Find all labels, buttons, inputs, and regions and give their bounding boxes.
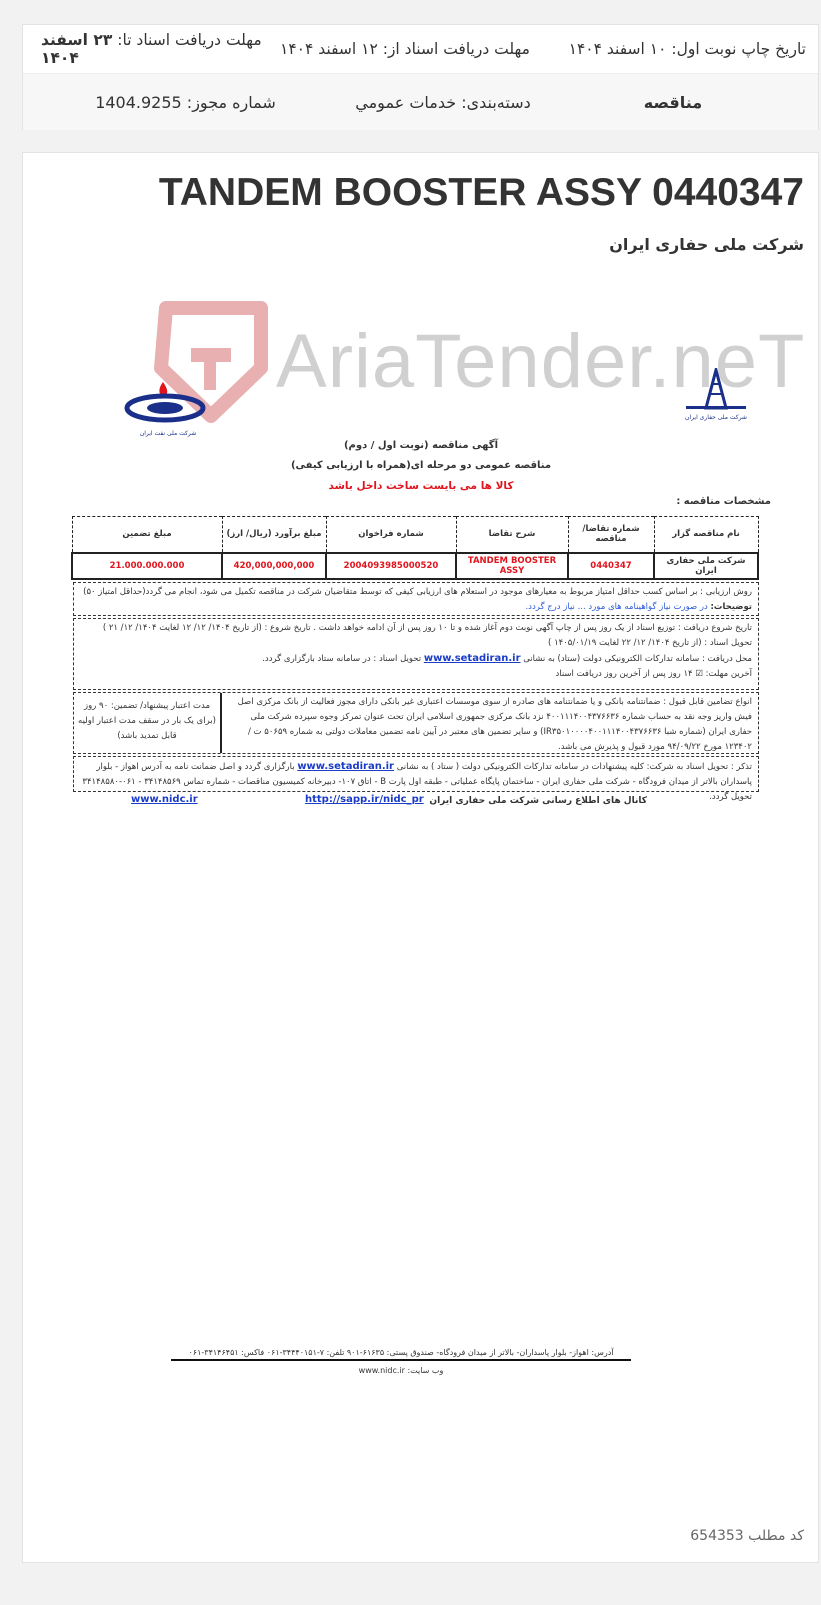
scanned-tender-document: [71, 288, 806, 1388]
receive-location-b: تحویل اسناد : در سامانه ستاد بارگزاری گردد.: [262, 654, 422, 664]
doc-heading-3: کالا ها می بایست ساخت داخل باشد: [328, 480, 514, 492]
table-header-row: [72, 517, 758, 553]
guarantee-box: [73, 692, 759, 754]
tender-main-card: [22, 152, 819, 1563]
header-description: شرح تقاضا: [456, 517, 568, 553]
cell-description: TANDEM BOOSTER ASSY: [456, 553, 568, 579]
tender-specs-table: [71, 516, 759, 580]
receive-start: تاریخ شروع دریافت : توزیع اسناد از یک روز پس از چاپ آگهی نوبت دوم آغاز شده و تا ۱۰ روز پس از آن ادامه خواهد داشت . تاریخ شروع : (از تاریخ ۱۴۰۴/ ۱۲/ ۱۲ لغایت ۱۴۰۴/ ۱۲/ ۲۱ ): [102, 623, 752, 633]
reference-code: کد مطلب 654353: [690, 1528, 804, 1544]
doc-footer-address: آدرس: اهواز- بلوار پاسداران- بالاتر از میدان فرودگاه- صندوق پستی: ۶۱۶۳۵-۹۰۱ تلفن: ۷-۳۴۴۴۰۱۵۱-۰۶۱ فاکس: ۳۴۱۴۶۴۵۱-۰۶۱: [171, 1348, 631, 1361]
header-organizer: نام مناقصه گزار: [654, 517, 758, 553]
tender-type: مناقصه: [643, 92, 703, 112]
sapp-link[interactable]: http://sapp.ir/nidc_pr: [305, 794, 424, 805]
header-guarantee: مبلغ تضمین: [72, 517, 222, 553]
specs-title: مشخصات مناقصه :: [676, 496, 771, 507]
document-headings: [71, 436, 771, 496]
info-meta-row: [23, 74, 818, 130]
nidc-logo: [671, 368, 761, 428]
evaluation-method: روش ارزیابی : بر اساس کسب حداقل امتیاز مربوط به معیارهای موجود در استعلام های ارزیابی کیفی که توسط متقاضیان شرکت در مناقصه تکمیل می شود، انجام می گردد(حداقل امتیاز ۵۰): [83, 587, 752, 597]
watermark-text: AriaTender.neT: [276, 319, 806, 404]
receive-from: مهلت دریافت اسناد از: ۱۲ اسفند ۱۴۰۴: [280, 40, 530, 58]
info-channels: [71, 794, 771, 812]
table-row: [72, 553, 758, 579]
notes-label: توضیحات:: [710, 602, 752, 612]
cell-guarantee: 21.000.000.000: [72, 553, 222, 579]
info-dates-row: [23, 25, 818, 74]
nioc-logo-caption: شرکت ملی نفت ایران: [139, 430, 197, 437]
nidc-link[interactable]: www.nidc.ir: [131, 794, 198, 805]
cell-request-number: 0440347: [568, 553, 654, 579]
tender-category: دسته‌بندی: خدمات عمومي: [355, 92, 531, 112]
flame-emblem-icon: [123, 378, 213, 426]
tender-info-card: [22, 24, 819, 130]
doc-heading-1: آگهی مناقصه (نوبت اول / دوم): [343, 440, 499, 451]
channels-label: کانال های اطلاع رسانی شرکت ملی حفاری ایران: [429, 796, 647, 806]
company-name: شرکت ملی حفاری ایران: [609, 235, 804, 254]
evaluation-box: [73, 582, 759, 616]
cell-estimate: 420,000,000,000: [222, 553, 326, 579]
receive-until: [41, 31, 272, 67]
note-b: بارگزاری گردد و اصل ضمانت نامه به آدرس اهواز - بلوار پاسداران بالاتر از میدان فرودگاه - شرکت ملی حفاری ایران - ساختمان پایگاه عملیاتی - طبقه اول پارت B - اتاق ۱۰۷- دبیرخانه کمیسیون مناقصات - شماره تماس ۳۴۱۴۸۵۶۹ - ۰۶۱-۳۴۱۴۸۵۸۰ تحویل گردد.: [82, 762, 752, 802]
delivery-dates: تحویل اسناد : (از تاریخ ۱۴۰۴/ ۱۲/ ۲۲ لغایت ۱۴۰۵/۰۱/۱۹ ): [548, 638, 752, 648]
receive-until-label: مهلت دریافت اسناد تا:: [117, 31, 262, 49]
deadline: آخرین مهلت: ☑ ۱۴ روز پس از آخرین روز دریافت اسناد: [555, 669, 752, 679]
receive-location: [80, 651, 752, 667]
cell-organizer: شرکت ملی حفاری ایران: [654, 553, 758, 579]
setadiran-link[interactable]: www.setadiran.ir: [423, 653, 521, 664]
license-number: شماره مجوز: 1404.9255: [95, 92, 276, 112]
doc-heading-2: مناقصه عمومی دو مرحله ای(همراه با ارزیابی کیفی): [290, 460, 552, 471]
header-estimate: مبلغ برآورد (ریال/ ارز): [222, 517, 326, 553]
evaluation-notes: [80, 600, 752, 615]
guarantee-types: انواع تضامین قابل قبول : ضمانتنامه بانکی و یا ضمانتنامه های صادره از سوی موسسات اعتباری غیر بانکی دارای مجوز فعالیت از بانک مرکزی اصل فیش واریز وجه نقد به حساب شماره ۴۰۰۱۱۱۴۰۰۴۳۷۶۶۳۶ نزد بانک مرکزی جمهوری اسلامی ایران تحت عنوان تمرکز وجوه سپرده شرکت ملی حفاری ایران (شماره شبا IR۳۵۰۱۰۰۰۰۴۰۰۱۱۱۴۰۰۴۳۷۶۶۳۶) و سایر تضمین های معتبر در آیین نامه تضمین معاملات دولتی به شماره ۵۰۶۵۹ ت / ۱۲۳۴۰۲ مورخ ۹۴/۰۹/۲۲ مورد قبول و پذیرش می باشد.: [220, 693, 758, 753]
notes-value: در صورت نیاز گواهینامه های مورد ... نیاز درج گردد.: [525, 602, 708, 612]
setadiran-link-2[interactable]: www.setadiran.ir: [297, 761, 394, 772]
page-title: TANDEM BOOSTER ASSY 0440347: [158, 171, 804, 214]
print-date: تاریخ چاپ نوبت اول: ۱۰ اسفند ۱۴۰۴: [568, 40, 806, 58]
header-request-number: شماره تقاضا/ مناقصه: [568, 517, 654, 553]
validity-period: مدت اعتبار پیشنهاد/ تضمین: ۹۰ روز (برای یک بار در سقف مدت اعتبار اولیه قابل تمدید باشد): [78, 701, 216, 741]
cell-call-number: 2004093985000520: [326, 553, 456, 579]
note-a: تذکر : تحویل اسناد به شرکت: کلیه پیشنهادات در سامانه تدارکات الکترونیکی دولت ( ستاد ) به نشانی: [396, 762, 752, 772]
watermark: [146, 298, 806, 428]
drilling-rig-icon: [671, 368, 761, 410]
receive-location-a: محل دریافت : سامانه تدارکات الکترونیکی دولت (ستاد) به نشانی: [523, 654, 752, 664]
nioc-logo: [123, 378, 213, 438]
schedule-box: [73, 618, 759, 690]
doc-footer-website: وب سایت: www.nidc.ir: [358, 1366, 444, 1375]
nidc-logo-caption: شرکت ملی حفاری ایران: [685, 414, 747, 421]
header-call-number: شماره فراخوان: [326, 517, 456, 553]
receive-until-value: ۲۳ اسفند ۱۴۰۴: [41, 31, 113, 67]
